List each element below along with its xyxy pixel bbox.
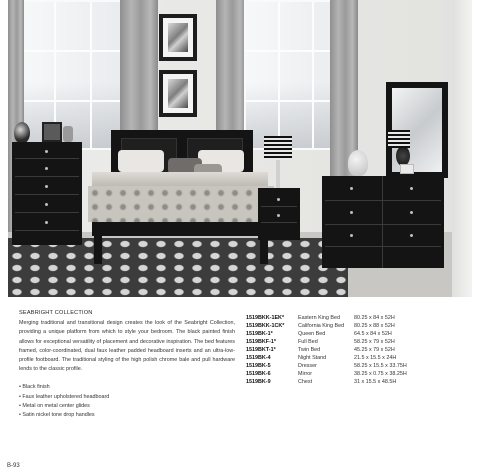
bedroom-photo <box>8 0 472 297</box>
bed-leg <box>94 236 102 264</box>
product-name: Twin Bed <box>298 347 321 354</box>
decor-sphere <box>14 122 30 144</box>
decor-vase <box>63 126 73 142</box>
chest <box>12 142 82 245</box>
table-lamp-base <box>276 160 280 188</box>
dresser <box>322 176 444 268</box>
framed-art-top <box>159 14 197 61</box>
table-row <box>246 322 407 330</box>
dimensions: 64.5 x 84 x 52H <box>354 331 392 338</box>
dimensions: 21.5 x 15.5 x 24H <box>354 355 397 362</box>
product-name: California King Bed <box>298 323 345 330</box>
feature-list <box>19 383 235 420</box>
feature-item: • Metal on metal center glides <box>19 403 90 410</box>
collection-description-block <box>19 309 235 421</box>
dimensions: 31 x 15.5 x 48.5H <box>354 379 397 386</box>
framed-art-bottom <box>159 70 197 117</box>
side-wall <box>452 0 472 297</box>
dimensions: 80.25 x 88 x 52H <box>354 323 395 330</box>
dresser-lamp-shade <box>388 130 410 148</box>
dimensions: 58.25 x 15.5 x 33.75H <box>354 363 407 370</box>
product-name: Queen Bed <box>298 331 326 338</box>
bedspread <box>88 186 274 222</box>
sku: 1519BK-1* <box>246 331 273 338</box>
decor-sculpture <box>396 146 410 166</box>
page-number: B-93 <box>7 463 20 469</box>
dimensions: 38.25 x 0.75 x 38.25H <box>354 371 407 378</box>
sku: 1519BKK-1EK* <box>246 315 285 321</box>
product-spec-table <box>246 314 407 386</box>
dimensions: 80.25 x 84 x 52H <box>354 315 395 321</box>
pillow <box>118 150 164 172</box>
table-row <box>246 362 407 370</box>
table-row <box>246 354 407 362</box>
product-name: Night Stand <box>298 355 327 362</box>
bed-leg <box>260 236 268 264</box>
product-name: Eastern King Bed <box>298 315 340 321</box>
sku: 1519BKT-1* <box>246 347 276 354</box>
patterned-rug <box>8 238 348 297</box>
table-row <box>246 330 407 338</box>
product-name: Mirror <box>298 371 313 378</box>
table-row <box>246 346 407 354</box>
feature-item: • Faux leather upholstered headboard <box>19 393 110 400</box>
table-row <box>246 370 407 378</box>
table-row <box>246 314 407 322</box>
decor-vase <box>348 150 368 176</box>
table-row <box>246 338 407 346</box>
dimensions: 58.25 x 79 x 52H <box>354 339 395 346</box>
sku: 1519BK-4 <box>246 355 271 362</box>
feature-item: • Satin nickel tone drop handles <box>19 412 95 419</box>
table-row <box>246 378 407 386</box>
collection-heading: SEABRIGHT COLLECTION <box>19 310 93 316</box>
sku: 1519BKK-1CK* <box>246 323 285 330</box>
feature-item: • Black finish <box>19 384 50 391</box>
night-stand <box>258 188 300 240</box>
table-lamp-shade <box>264 136 292 160</box>
decor-frame <box>42 122 62 142</box>
product-name: Dresser <box>298 363 317 370</box>
sku: 1519BK-6 <box>246 371 271 378</box>
decor-books <box>400 164 414 174</box>
footboard <box>92 222 270 236</box>
sku: 1519BK-5 <box>246 363 271 370</box>
sku: 1519BKF-1* <box>246 339 276 346</box>
product-name: Full Bed <box>298 339 318 346</box>
dimensions: 45.25 x 79 x 52H <box>354 347 395 354</box>
collection-description: Merging traditional and transitional design creates the look of the Seabright Collection, providing a unique platform from which to style your bedroom. The black painted finish allows for exceptional versatility of placement and decorative inspiration. The bed features framed, color-coordinated, dual faux leather padded headboard inserts and an ultra-low-profile footboard. The traditional styling of the high polish chrome bale and pull hardware lends to the classic profile. <box>19 320 235 373</box>
product-name: Chest <box>298 379 313 386</box>
sku: 1519BK-9 <box>246 379 271 386</box>
